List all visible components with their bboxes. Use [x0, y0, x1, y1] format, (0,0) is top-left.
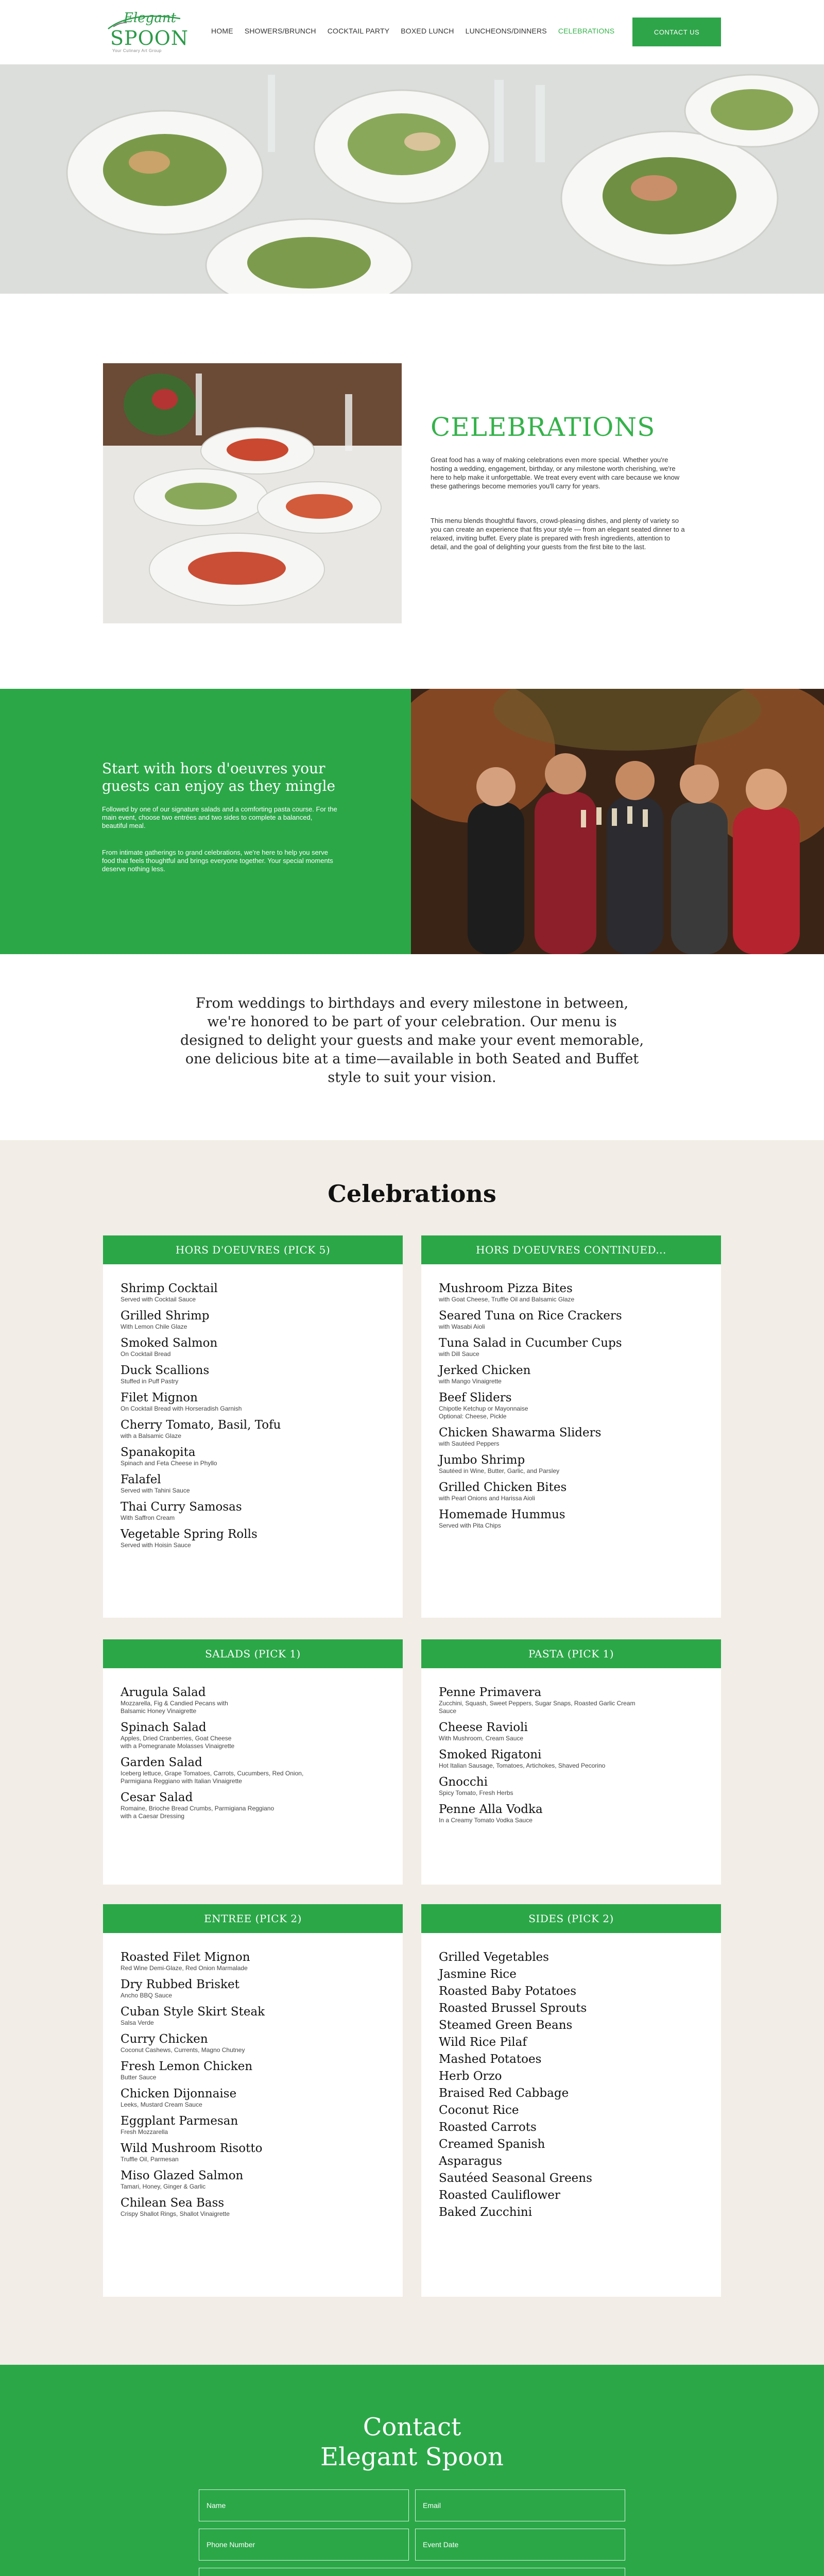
menu-item-description: Apples, Dried Cranberries, Goat Cheese with a Pomegranate Molasses Vinaigrette	[121, 1735, 235, 1750]
menu-item-name: Smoked Salmon	[121, 1336, 218, 1350]
menu-card	[421, 1235, 721, 1618]
mingle-paragraph-1: Followed by one of our signature salads and a comforting pasta course. For the main event, choose two entrées and two sides to complete a balanced, beautiful meal.	[102, 805, 337, 829]
nav-celebrations[interactable]: CELEBRATIONS	[558, 27, 615, 35]
menu-item-name: Vegetable Spring Rolls	[121, 1528, 258, 1541]
menu-item	[439, 2053, 703, 2066]
menu-item-name: Cheese Ravioli	[439, 1721, 528, 1734]
menu-item	[439, 2104, 703, 2117]
menu-item-description: with Goat Cheese, Truffle Oil and Balsamic Glaze	[439, 1296, 575, 1303]
toast-illustration	[411, 689, 824, 954]
menu-item	[121, 2060, 385, 2081]
menu-item-name: Filet Mignon	[121, 1391, 198, 1404]
menu-item-description: Butter Sauce	[121, 2074, 157, 2081]
menu-item-description: Red Wine Demi-Glaze, Red Onion Marmalade	[121, 1964, 248, 1972]
menu-heading: Celebrations	[328, 1180, 496, 1208]
menu-item-description: with Mango Vinaigrette	[439, 1378, 502, 1385]
menu-item-name: Cherry Tomato, Basil, Tofu	[121, 1418, 281, 1432]
menu-item-description: Mozzarella, Fig & Candied Pecans with Balsamic Honey Vinaigrette	[121, 1700, 228, 1715]
menu-card-title: HORS D'OEUVRES CONTINUED...	[421, 1235, 721, 1264]
menu-item	[439, 1968, 703, 1981]
menu-item-description: Zucchini, Squash, Sweet Peppers, Sugar Snaps, Roasted Garlic Cream Sauce	[439, 1700, 636, 1715]
menu-item	[439, 1364, 703, 1385]
menu-item-name: Duck Scallions	[121, 1364, 210, 1377]
menu-item-name: Cuban Style Skirt Steak	[121, 2005, 265, 2019]
menu-item-name: Jasmine Rice	[439, 1968, 517, 1981]
menu-item	[121, 1791, 385, 1820]
menu-item-name: Dry Rubbed Brisket	[121, 1978, 239, 1991]
menu-item-name: Wild Mushroom Risotto	[121, 2142, 263, 2155]
menu-item	[439, 2087, 703, 2100]
menu-item	[439, 1748, 703, 1770]
contact-title-line-2: Elegant Spoon	[320, 2443, 504, 2471]
menu-item-name: Curry Chicken	[121, 2032, 208, 2046]
menu-item	[439, 1721, 703, 1742]
menu-item-description: Chipotle Ketchup or Mayonnaise Optional: Cheese, Pickle	[439, 1405, 528, 1420]
menu-item-name: Eggplant Parmesan	[121, 2114, 238, 2128]
contact-us-button[interactable]: CONTACT US	[632, 18, 721, 46]
menu-item-name: Penne Alla Vodka	[439, 1803, 543, 1816]
logo-word: SPOON	[110, 27, 189, 49]
menu-item	[121, 1721, 385, 1750]
menu-item-description: Hot Italian Sausage, Tomatoes, Artichokes, Shaved Pecorino	[439, 1762, 606, 1769]
menu-item-name: Mashed Potatoes	[439, 2053, 542, 2066]
menu-item	[439, 1951, 703, 1964]
menu-item	[439, 1336, 703, 1358]
menu-item	[439, 1481, 703, 1502]
hero-image	[0, 64, 824, 294]
intro-paragraph-2: This menu blends thoughtful flavors, crowd-pleasing dishes, and plenty of variety so you can create an experience that fits your style — from an elegant seated dinner to a relaxed, inviting buffet. Every plate is prepared with fresh ingredients, attention to detail, and the goal of delighting your guests from the first bite to the last.	[431, 517, 685, 551]
menu-item-name: Beef Sliders	[439, 1391, 512, 1404]
nav-showers-brunch[interactable]: SHOWERS/BRUNCH	[244, 27, 316, 35]
menu-card	[421, 1639, 721, 1885]
menu-item	[121, 1309, 385, 1331]
nav-boxed-lunch[interactable]: BOXED LUNCH	[401, 27, 454, 35]
menu-card	[103, 1904, 403, 2297]
hero-plates-illustration	[0, 64, 824, 294]
menu-item	[439, 1686, 703, 1715]
menu-item	[439, 2138, 703, 2151]
celebration-statement: From weddings to birthdays and every milestone in between, we're honored to be part of your celebration. Our menu is designed to delight your guests and make your event memorable, one delicious bite at a time—available in both Seated and Buffet style to suit your vision.	[180, 995, 644, 1086]
menu-item-description: On Cocktail Bread	[121, 1350, 171, 1358]
menu-item-description: Crispy Shallot Rings, Shallot Vinaigrette	[121, 2210, 230, 2217]
menu-item	[121, 1686, 385, 1715]
menu-item-name: Wild Rice Pilaf	[439, 2036, 527, 2049]
menu-item	[439, 2172, 703, 2185]
menu-item-name: Chicken Shawarma Sliders	[439, 1426, 602, 1439]
menu-item-description: With Lemon Chile Glaze	[121, 1323, 187, 1330]
menu-item	[439, 1985, 703, 1998]
menu-item-description: With Saffron Cream	[121, 1514, 175, 1521]
menu-card-title: SIDES (PICK 2)	[421, 1904, 721, 1933]
menu-item-name: Roasted Baby Potatoes	[439, 1985, 577, 1998]
menu-item-name: Spanakopita	[121, 1446, 196, 1459]
email-field[interactable]: Email	[415, 2489, 625, 2521]
menu-item	[439, 1508, 703, 1530]
menu-item-name: Braised Red Cabbage	[439, 2087, 569, 2100]
menu-item	[439, 1453, 703, 1475]
menu-item-description: with Wasabi Aioli	[439, 1323, 485, 1330]
logo-tagline: Your Culinary Art Group	[112, 48, 162, 53]
menu-item-description: Tamari, Honey, Ginger & Garlic	[121, 2183, 206, 2190]
main-nav	[211, 27, 614, 35]
menu-item-name: Thai Curry Samosas	[121, 1500, 242, 1514]
phone-field[interactable]: Phone Number	[199, 2529, 409, 2561]
menu-item-name: Herb Orzo	[439, 2070, 502, 2083]
menu-item	[121, 1978, 385, 1999]
menu-card-title: SALADS (PICK 1)	[103, 1639, 403, 1668]
menu-item	[121, 1473, 385, 1495]
menu-item-name: Shrimp Cocktail	[121, 1282, 218, 1295]
menu-item	[121, 1391, 385, 1413]
menu-item-description: Salsa Verde	[121, 2019, 154, 2026]
budget-field[interactable]	[199, 2568, 625, 2576]
mingle-title: Start with hors d'oeuvres your guests can enjoy as they mingle	[102, 760, 336, 794]
menu-item-name: Penne Primavera	[439, 1686, 542, 1699]
menu-item	[121, 1528, 385, 1549]
menu-card-body	[103, 1668, 403, 1836]
menu-item-name: Spinach Salad	[121, 1721, 207, 1734]
menu-item	[121, 1500, 385, 1522]
menu-item-description: Served with Pita Chips	[439, 1522, 501, 1529]
menu-item	[121, 1364, 385, 1385]
menu-item-name: Seared Tuna on Rice Crackers	[439, 1309, 622, 1323]
menu-item-description: Ancho BBQ Sauce	[121, 1992, 173, 1999]
menu-item-description: with Pearl Onions and Harissa Aioli	[439, 1495, 535, 1502]
menu-item-name: Gnocchi	[439, 1775, 488, 1789]
menu-item	[439, 1391, 703, 1420]
menu-item-description: Spinach and Feta Cheese in Phyllo	[121, 1460, 217, 1467]
contact-title-line-1: Contact	[363, 2413, 461, 2442]
menu-item	[121, 2032, 385, 2054]
menu-item-name: Jerked Chicken	[439, 1364, 531, 1377]
menu-item-description: In a Creamy Tomato Vodka Sauce	[439, 1817, 533, 1824]
intro-paragraph-1: Great food has a way of making celebrations even more special. Whether you're hosting a wedding, engagement, birthday, or any milestone worth cherishing, we're here to help make it unforgettable. We treat every event with care because we know these gatherings become memories you'll carry for years.	[431, 456, 680, 490]
site-header	[0, 0, 824, 64]
menu-item	[439, 1803, 703, 1824]
menu-item-description: On Cocktail Bread with Horseradish Garnish	[121, 1405, 242, 1412]
logo-script: Elegant	[124, 10, 177, 26]
menu-item	[121, 2087, 385, 2109]
nav-home[interactable]: HOME	[211, 27, 233, 35]
menu-item-name: Miso Glazed Salmon	[121, 2169, 244, 2182]
menu-card-title: PASTA (PICK 1)	[421, 1639, 721, 1668]
menu-item-name: Grilled Chicken Bites	[439, 1481, 567, 1494]
menu-item	[121, 1446, 385, 1467]
menu-item-name: Falafel	[121, 1473, 161, 1486]
menu-item-name: Arugula Salad	[121, 1686, 206, 1699]
menu-item	[121, 2169, 385, 2191]
menu-card-body	[421, 1933, 721, 2233]
mingle-paragraph-2: From intimate gatherings to grand celebrations, we're here to help you serve food that feels thoughtful and brings everyone together. Your special moments deserve nothing less.	[102, 849, 333, 873]
menu-card-title: ENTREE (PICK 2)	[103, 1904, 403, 1933]
menu-item	[439, 2155, 703, 2168]
menu-item-description: Leeks, Mustard Cream Sauce	[121, 2101, 202, 2108]
menu-item-description: with Dill Sauce	[439, 1350, 479, 1358]
menu-item	[439, 1775, 703, 1797]
menu-item-name: Sautéed Seasonal Greens	[439, 2172, 592, 2185]
menu-item-name: Roasted Carrots	[439, 2121, 537, 2134]
menu-item	[121, 2142, 385, 2163]
menu-item	[121, 2114, 385, 2136]
menu-item	[439, 2070, 703, 2083]
menu-item-name: Roasted Filet Mignon	[121, 1951, 250, 1964]
page-title: CELEBRATIONS	[431, 412, 656, 442]
menu-item	[439, 1309, 703, 1331]
menu-item-name: Homemade Hummus	[439, 1508, 565, 1521]
menu-item-name: Cesar Salad	[121, 1791, 193, 1804]
menu-item-name: Grilled Shrimp	[121, 1309, 210, 1323]
menu-item-name: Coconut Rice	[439, 2104, 519, 2117]
menu-item	[439, 2036, 703, 2049]
menu-item-name: Roasted Brussel Sprouts	[439, 2002, 587, 2015]
menu-item	[121, 1336, 385, 1358]
menu-item-name: Grilled Vegetables	[439, 1951, 549, 1964]
menu-item-description: with a Balsamic Glaze	[121, 1432, 182, 1439]
menu-card-body	[421, 1264, 721, 1546]
menu-card	[103, 1639, 403, 1885]
menu-item-description: Served with Tahini Sauce	[121, 1487, 190, 1494]
menu-item	[121, 2005, 385, 2027]
menu-item-description: Served with Hoisin Sauce	[121, 1541, 191, 1549]
menu-item-name: Smoked Rigatoni	[439, 1748, 542, 1761]
nav-cocktail-party[interactable]: COCKTAIL PARTY	[327, 27, 390, 35]
menu-item-name: Mushroom Pizza Bites	[439, 1282, 573, 1295]
event-date-field[interactable]: Event Date	[415, 2529, 625, 2561]
menu-item-name: Garden Salad	[121, 1756, 202, 1769]
menu-item	[121, 1418, 385, 1440]
menu-item-description: Stuffed in Puff Pastry	[121, 1378, 179, 1385]
menu-item	[439, 2121, 703, 2134]
menu-item-description: Truffle Oil, Parmesan	[121, 2156, 179, 2163]
menu-item	[121, 2196, 385, 2218]
intro-table-illustration	[103, 363, 402, 623]
menu-item	[121, 1756, 385, 1785]
nav-luncheons-dinners[interactable]: LUNCHEONS/DINNERS	[465, 27, 547, 35]
menu-item-description: Spicy Tomato, Fresh Herbs	[439, 1789, 513, 1797]
menu-item-name: Creamed Spanish	[439, 2138, 545, 2151]
menu-item-name: Baked Zucchini	[439, 2206, 533, 2219]
menu-item-name: Chicken Dijonnaise	[121, 2087, 237, 2100]
menu-card-body	[103, 1264, 403, 1565]
menu-item-description: Iceberg lettuce, Grape Tomatoes, Carrots, Cucumbers, Red Onion, Parmigiana Reggiano with Italian Vinaigrette	[121, 1770, 304, 1785]
menu-item	[439, 2019, 703, 2032]
menu-item-name: Chilean Sea Bass	[121, 2196, 225, 2210]
toast-photo	[411, 689, 824, 954]
menu-item-description: Sautéed in Wine, Butter, Garlic, and Parsley	[439, 1467, 560, 1475]
name-field[interactable]: Name	[199, 2489, 409, 2521]
menu-item-description: Fresh Mozzarella	[121, 2128, 168, 2136]
brand-logo[interactable]	[103, 7, 189, 55]
contact-title	[0, 2412, 824, 2472]
menu-item	[439, 2002, 703, 2015]
menu-item	[439, 1282, 703, 1303]
menu-card	[421, 1904, 721, 2297]
menu-card-title: HORS D'OEUVRES (PICK 5)	[103, 1235, 403, 1264]
menu-item-description: with Sautéed Peppers	[439, 1440, 500, 1447]
menu-item	[439, 2189, 703, 2202]
menu-item-name: Asparagus	[439, 2155, 502, 2168]
menu-card-body	[103, 1933, 403, 2234]
menu-item	[439, 2206, 703, 2219]
menu-card-body	[421, 1668, 721, 1840]
menu-item-description: Romaine, Brioche Bread Crumbs, Parmigiana Reggiano with a Caesar Dressing	[121, 1805, 274, 1820]
menu-item-name: Fresh Lemon Chicken	[121, 2060, 253, 2073]
menu-item	[439, 1426, 703, 1448]
menu-item	[121, 1282, 385, 1303]
menu-item-name: Tuna Salad in Cucumber Cups	[439, 1336, 622, 1350]
menu-item-name: Jumbo Shrimp	[439, 1453, 525, 1467]
menu-item-description: Coconut Cashews, Currents, Magno Chutney	[121, 2046, 245, 2054]
menu-item-name: Roasted Cauliflower	[439, 2189, 560, 2202]
menu-item	[121, 1951, 385, 1972]
menu-item-name: Steamed Green Beans	[439, 2019, 573, 2032]
intro-photo	[103, 363, 402, 623]
menu-card	[103, 1235, 403, 1618]
menu-item-description: Served with Cocktail Sauce	[121, 1296, 196, 1303]
menu-item-description: With Mushroom, Cream Sauce	[439, 1735, 524, 1742]
